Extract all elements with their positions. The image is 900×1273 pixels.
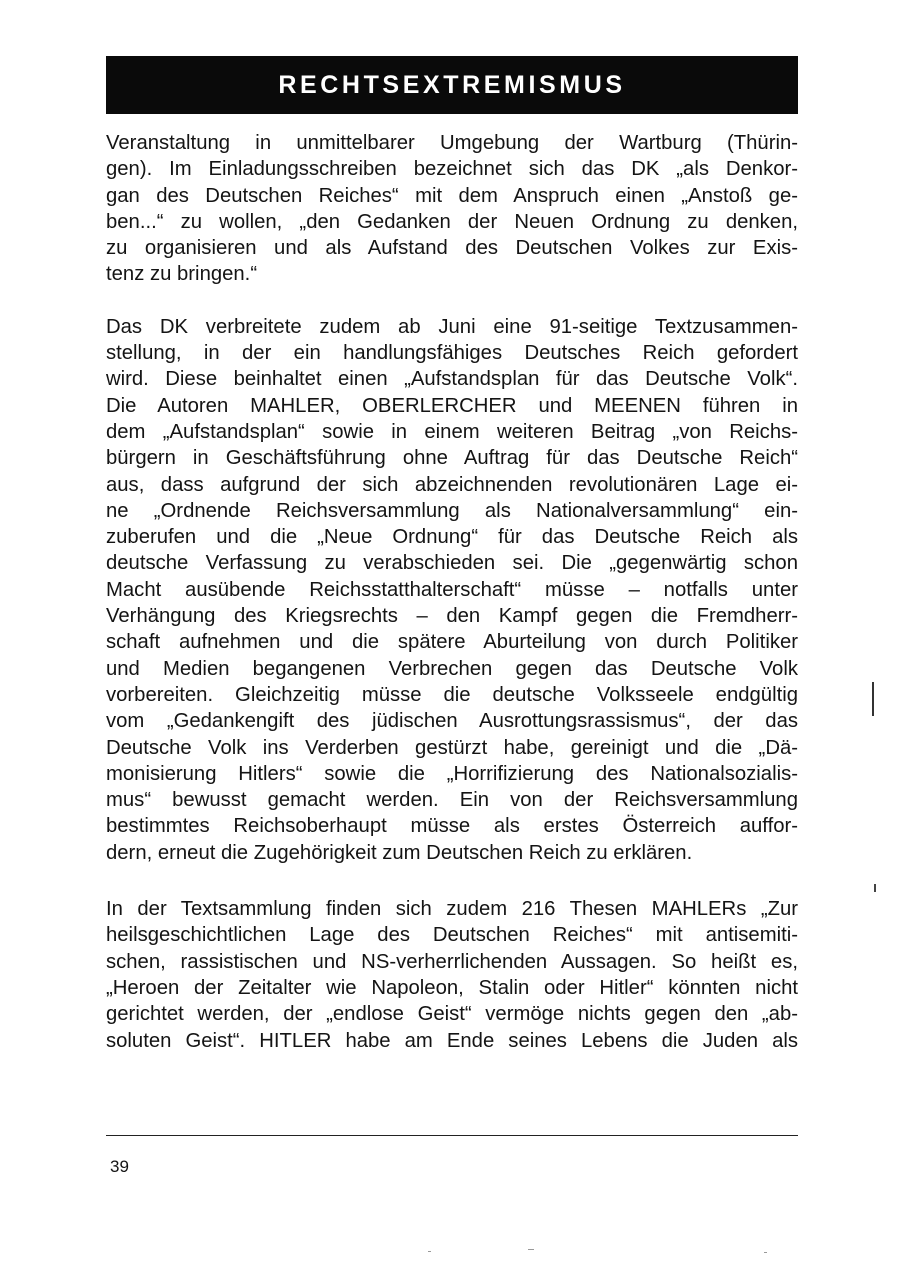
margin-tick-mark [874, 884, 876, 892]
text-line: soluten Geist“. HITLER habe am Ende seines Lebens die Juden als [106, 1029, 798, 1052]
paragraph-1 [106, 130, 798, 288]
text-line: zu organisieren und als Aufstand des Deutschen Volkes zur Exis- [106, 237, 798, 260]
text-line: Macht ausübende Reichsstatthalterschaft“ müsse – notfalls unter [106, 578, 798, 601]
text-line: schen, rassistischen und NS-verherrlichenden Aussagen. So heißt es, [106, 950, 798, 973]
margin-change-bar [872, 682, 874, 716]
text-line: ben...“ zu wollen, „den Gedanken der Neuen Ordnung zu denken, [106, 210, 798, 233]
scan-artifact [428, 1251, 431, 1252]
text-line: tenz zu bringen.“ [106, 263, 258, 286]
text-line: bürgern in Geschäftsführung ohne Auftrag für das Deutsche Reich“ [106, 447, 798, 470]
scan-artifact [764, 1252, 767, 1253]
text-line: und Medien begangenen Verbrechen gegen das Deutsche Volk [106, 657, 798, 680]
text-line: gen). Im Einladungsschreiben bezeichnet sich das DK „als Denkor- [106, 158, 798, 181]
text-line: vorbereiten. Gleichzeitig müsse die deutsche Volksseele endgültig [106, 683, 798, 706]
text-line: heilsgeschichtlichen Lage des Deutschen Reiches“ mit antisemiti- [106, 924, 798, 947]
text-line: dem „Aufstandsplan“ sowie in einem weiteren Beitrag „von Reichs- [106, 420, 798, 443]
text-line: monisierung Hitlers“ sowie die „Horrifizierung des Nationalsozialis- [106, 762, 798, 785]
section-title: RECHTSEXTREMISMUS [278, 70, 626, 99]
text-line: „Heroen der Zeitalter wie Napoleon, Stalin oder Hitler“ könnten nicht [106, 976, 798, 999]
text-line: bestimmtes Reichsoberhaupt müsse als erstes Österreich auffor- [106, 815, 798, 838]
text-line: aus, dass aufgrund der sich abzeichnenden revolutionären Lage ei- [106, 473, 798, 496]
text-line: Verhängung des Kriegsrechts – den Kampf gegen die Fremdherr- [106, 605, 798, 628]
text-line: ne „Ordnende Reichsversammlung als Nationalversammlung“ ein- [106, 499, 798, 522]
paragraph-3 [106, 896, 798, 1054]
text-line: vom „Gedankengift des jüdischen Ausrottungsrassismus“, der das [106, 710, 798, 733]
text-line: mus“ bewusst gemacht werden. Ein von der Reichsversammlung [106, 789, 798, 812]
text-line: schaft aufnehmen und die spätere Aburteilung von durch Politiker [106, 631, 798, 654]
text-line: In der Textsammlung finden sich zudem 216 Thesen MAHLERs „Zur [106, 898, 798, 921]
footer-divider [106, 1135, 798, 1136]
text-line: stellung, in der ein handlungsfähiges Deutsches Reich gefordert [106, 342, 798, 365]
text-line: zuberufen und die „Neue Ordnung“ für das Deutsche Reich als [106, 526, 798, 549]
page-number: 39 [110, 1157, 129, 1176]
text-line: dern, erneut die Zugehörigkeit zum Deutschen Reich zu erklären. [106, 841, 693, 864]
text-line: Die Autoren MAHLER, OBERLERCHER und MEENEN führen in [106, 394, 798, 417]
body-text [106, 130, 798, 1080]
section-header [106, 56, 798, 114]
text-line: deutsche Verfassung zu verabschieden sei. Die „gegenwärtig schon [106, 552, 798, 575]
text-line: Das DK verbreitete zudem ab Juni eine 91-seitige Textzusammen- [106, 315, 798, 338]
text-line: gan des Deutschen Reiches“ mit dem Anspruch einen „Anstoß ge- [106, 184, 798, 207]
scan-artifact [528, 1249, 534, 1250]
text-line: Veranstaltung in unmittelbarer Umgebung der Wartburg (Thürin- [106, 132, 798, 154]
text-line: Deutsche Volk ins Verderben gestürzt habe, gereinigt und die „Dä- [106, 736, 798, 759]
text-line: wird. Diese beinhaltet einen „Aufstandsplan für das Deutsche Volk“. [106, 368, 798, 391]
paragraph-2 [106, 314, 798, 866]
text-line: gerichtet werden, der „endlose Geist“ vermöge nichts gegen den „ab- [106, 1003, 798, 1026]
